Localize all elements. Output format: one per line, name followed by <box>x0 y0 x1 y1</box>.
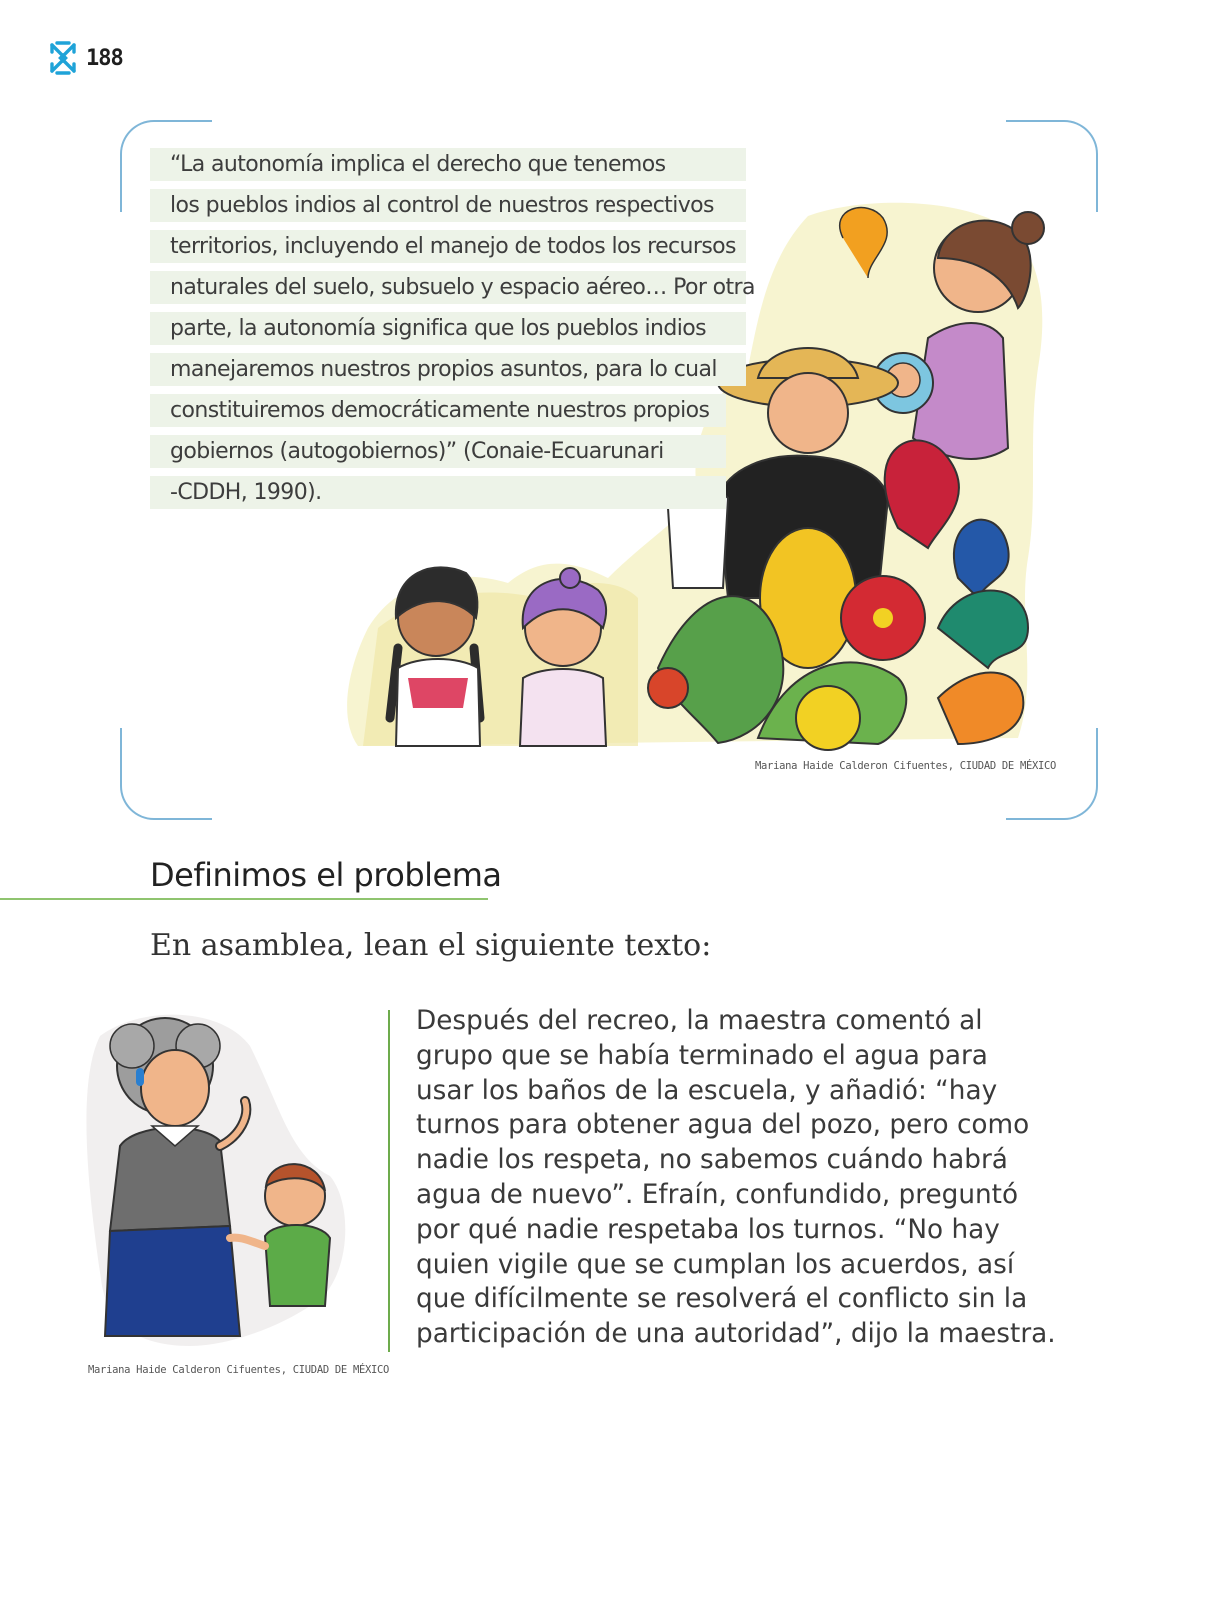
quote-line: parte, la autonomía significa que los pueblos indios <box>150 312 746 345</box>
page-header <box>48 40 123 76</box>
story-line: por qué nadie respetaba los turnos. “No hay <box>416 1214 1000 1245</box>
story-line: agua de nuevo”. Efraín, confundido, preguntó <box>416 1179 1019 1210</box>
autonomy-quote <box>150 148 760 517</box>
story-line: Después del recreo, la maestra comentó al <box>416 1006 983 1036</box>
quote-line: los pueblos indios al control de nuestros respectivos <box>150 189 746 222</box>
section-title: Definimos el problema <box>150 856 502 894</box>
quote-line: manejaremos nuestros propios asuntos, para lo cual <box>150 353 746 386</box>
story-line: turnos para obtener agua del pozo, pero como <box>416 1110 1030 1141</box>
quote-line: constituiremos democráticamente nuestros propios <box>150 394 726 427</box>
quote-line: naturales del suelo, subsuelo y espacio aéreo… Por otra <box>150 271 746 304</box>
quote-line: territorios, incluyendo el manejo de todos los recursos <box>150 230 746 263</box>
illustration-credit: Mariana Haide Calderon Cifuentes, CIUDAD DE MÉXICO <box>88 1364 390 1376</box>
story-line: quien vigile que se cumplan los acuerdos, así <box>416 1249 1015 1280</box>
story-line: usar los baños de la escuela, y añadió: “hay <box>416 1075 998 1106</box>
story-divider <box>388 1010 390 1352</box>
illustration-credit: Mariana Haide Calderon Cifuentes, CIUDAD DE MÉXICO <box>755 760 1057 772</box>
teacher-student-illustration <box>80 1006 350 1352</box>
story-line: nadie los respeta, no sabemos cuándo habrá <box>416 1145 1008 1176</box>
section-divider <box>0 898 488 900</box>
story-line: que difícilmente se resolverá el conflicto sin la <box>416 1284 1028 1315</box>
quote-line: -CDDH, 1990). <box>150 476 726 509</box>
story-line: participación de una autoridad”, dijo la maestra. <box>416 1319 1056 1350</box>
quote-line: “La autonomía implica el derecho que tenemos <box>150 148 746 181</box>
quote-line: gobiernos (autogobiernos)” (Conaie-Ecuarunari <box>150 435 726 468</box>
story-paragraph <box>416 1004 1066 1352</box>
frame-corner-bottom-left <box>120 728 212 820</box>
intro-instruction: En asamblea, lean el siguiente texto: <box>150 928 712 963</box>
page-number: 188 <box>86 45 123 71</box>
decorative-knot-icon <box>48 41 78 75</box>
story-line: grupo que se había terminado el agua para <box>416 1040 988 1071</box>
